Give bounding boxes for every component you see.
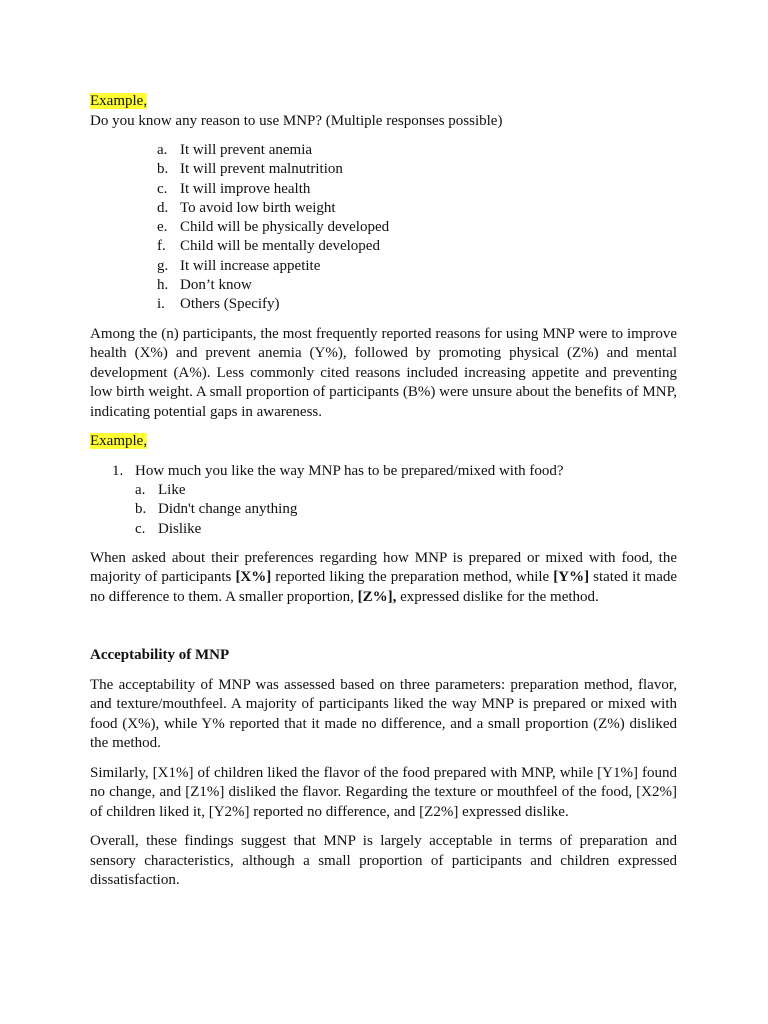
list-item-text: Dislike	[158, 520, 202, 537]
list-marker: a.	[157, 142, 168, 158]
example-label-1	[90, 92, 677, 112]
list-marker: e.	[157, 219, 168, 236]
list-item-text: It will improve health	[180, 180, 311, 197]
question-1: Do you know any reason to use MNP? (Multiple responses possible)	[90, 112, 503, 129]
question-text: How much you like the way MNP has to be prepared/mixed with food?	[135, 462, 564, 479]
list-item	[157, 180, 677, 199]
summary-text: When asked about their preferences regarding how MNP is prepared or mixed with food, the majority of participants	[90, 549, 677, 586]
list-marker: i.	[157, 296, 165, 313]
section-heading: Acceptability of MNP	[90, 647, 230, 664]
bold-placeholder-y: [Y%]	[553, 569, 590, 586]
document-page	[90, 92, 677, 891]
highlighted-text: Example,	[90, 433, 148, 450]
list-item	[135, 500, 677, 519]
acceptability-paragraph-3: Overall, these findings suggest that MNP is largely acceptable in terms of preparation and sensory characteristics, although a small proportion of participants and children expressed dissatisfaction.	[90, 833, 677, 889]
question-list	[90, 462, 677, 539]
list-marker: h.	[157, 277, 169, 294]
bold-placeholder-x: [X%]	[235, 569, 272, 586]
list-marker: a.	[135, 481, 146, 498]
reasons-list	[157, 141, 677, 315]
list-item-text: Like	[158, 481, 186, 498]
acceptability-paragraph-1: The acceptability of MNP was assessed based on three parameters: preparation method, flavor, and texture/mouthfeel. A majority of participants liked the way MNP is prepared or mixed with food (X%), while Y% reported that it made no difference, and a small proportion (Z%) disliked the method.	[90, 676, 677, 752]
list-marker: b.	[135, 501, 147, 518]
list-item-text: Others (Specify)	[180, 296, 280, 313]
summary-text: stated it made no difference to them. A smaller proportion,	[90, 569, 678, 605]
list-item-text: Don’t know	[180, 277, 252, 294]
list-marker: d.	[157, 199, 169, 216]
list-marker: b.	[157, 161, 169, 178]
list-item-text: Child will be physically developed	[180, 219, 390, 236]
list-item	[157, 295, 677, 314]
summary-text: reported liking the preparation method, while	[271, 569, 554, 586]
bold-placeholder-z: [Z%],	[357, 588, 397, 605]
list-item-text: To avoid low birth weight	[180, 199, 336, 216]
highlighted-text: Example,	[90, 93, 148, 109]
summary-text: expressed dislike for the method.	[396, 588, 599, 605]
list-item	[157, 160, 677, 179]
list-item-text: Child will be mentally developed	[180, 238, 380, 255]
list-item-text: Didn't change anything	[158, 501, 298, 518]
list-item-text: It will increase appetite	[180, 257, 321, 274]
example-label-2	[90, 432, 677, 452]
list-item	[157, 276, 677, 295]
list-item	[157, 141, 677, 160]
list-marker: g.	[157, 257, 169, 274]
list-item	[157, 257, 677, 276]
preference-options-list	[135, 481, 677, 539]
list-item-text: It will prevent malnutrition	[180, 161, 343, 178]
list-item	[135, 481, 677, 500]
question-number: 1.	[112, 462, 124, 479]
summary-paragraph-2	[90, 549, 677, 608]
list-item	[135, 520, 677, 539]
summary-paragraph-1: Among the (n) participants, the most frequently reported reasons for using MNP were to improve health (X%) and prevent anemia (Y%), followed by promoting physical (Z%) and mental development (A%). Less commonly cited reasons included increasing appetite and preventing low birth weight. A small proportion of participants (B%) were unsure about the benefits of MNP, indicating potential gaps in awareness.	[90, 325, 677, 420]
acceptability-paragraph-2: Similarly, [X1%] of children liked the flavor of the food prepared with MNP, while [Y1%] found no change, and [Z1%] disliked the flavor. Regarding the texture or mouthfeel of the food, [X2%] of children liked it, [Y2%] reported no difference, and [Z2%] expressed dislike.	[90, 764, 677, 820]
list-item-text: It will prevent anemia	[180, 142, 313, 158]
list-marker: c.	[135, 520, 146, 537]
list-item	[157, 218, 677, 237]
list-marker: f.	[157, 238, 166, 255]
list-marker: c.	[157, 180, 168, 197]
list-item	[157, 199, 677, 218]
question-item	[90, 462, 677, 539]
list-item	[157, 237, 677, 256]
